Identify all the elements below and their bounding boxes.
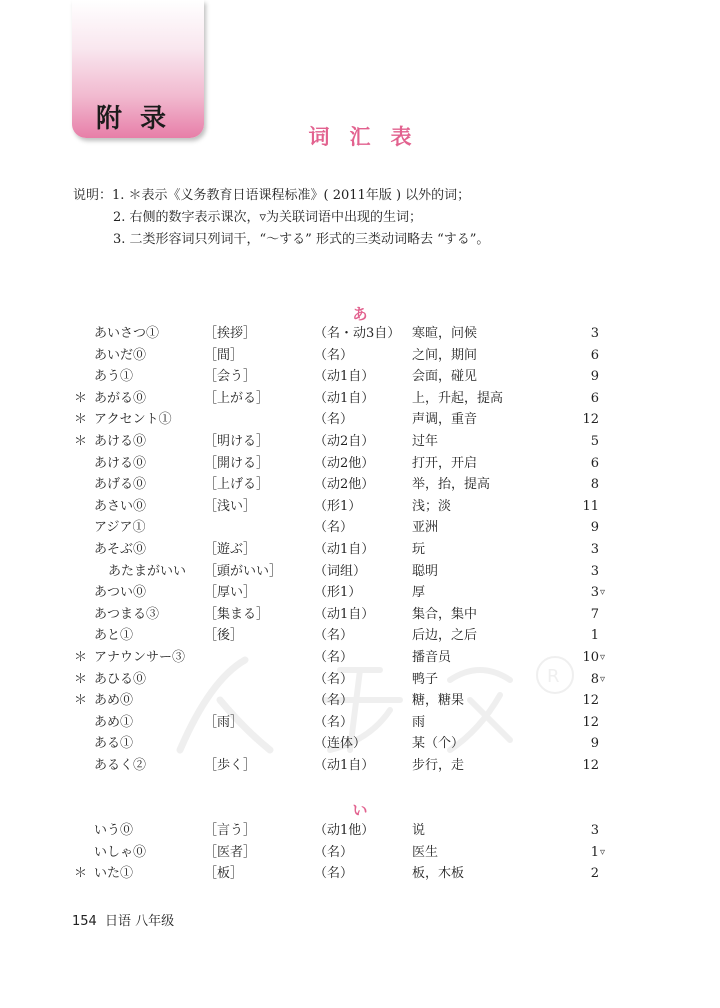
entry-meaning: 厚 <box>412 585 426 601</box>
entry-lesson: 6 <box>590 347 599 363</box>
page-number: 154 <box>72 914 97 929</box>
related-word-marker: ▿ <box>600 673 606 685</box>
entry-kanji: ［後］ <box>204 628 244 644</box>
entry-meaning: 步行，走 <box>412 757 465 773</box>
entry-kanji: ［開ける］ <box>204 455 270 471</box>
entry-lesson: 12 <box>582 693 599 709</box>
entry-word: いう⓪ <box>94 823 134 838</box>
entry-part-of-speech: （名・动3自） <box>314 326 401 341</box>
entry-part-of-speech: （名） <box>314 693 354 709</box>
new-word-marker: ＊ <box>74 671 88 687</box>
entry-meaning: 某（个） <box>412 736 465 752</box>
entry-part-of-speech: （形1） <box>314 498 362 514</box>
entry-meaning: 举，抬，提高 <box>412 477 491 493</box>
entry-word: いた① <box>94 866 134 882</box>
entry-lesson: 9 <box>590 369 599 385</box>
section-heading-i: い <box>352 801 368 819</box>
entry-lesson: 2 <box>590 866 599 882</box>
entry-kanji: ［間］ <box>204 347 244 363</box>
entry-meaning: 寒暄，问候 <box>412 326 478 341</box>
entry-part-of-speech: （动1自） <box>314 541 375 557</box>
entry-meaning: 糖，糖果 <box>412 693 465 709</box>
entry-meaning: 集合，集中 <box>412 606 478 622</box>
entry-word: あさい⓪ <box>94 498 147 514</box>
entry-part-of-speech: （动2他） <box>314 477 375 493</box>
entry-meaning: 后边，之后 <box>412 628 478 644</box>
entry-kanji: ［集まる］ <box>204 606 270 622</box>
entry-word: あたまがいい <box>108 563 187 579</box>
entry-lesson: 6 <box>590 390 599 406</box>
entry-part-of-speech: （名） <box>314 649 354 665</box>
entry-kanji: ［頭がいい］ <box>204 563 283 579</box>
entry-word: あめ⓪ <box>94 693 134 709</box>
appendix-label: 附录 <box>96 104 185 134</box>
entry-kanji: ［雨］ <box>204 714 244 730</box>
entry-kanji: ［挨拶］ <box>204 326 257 341</box>
entry-part-of-speech: （动1他） <box>314 823 375 838</box>
related-word-marker: ▿ <box>600 651 606 663</box>
entry-word: あいさつ① <box>94 326 160 341</box>
entry-lesson: 5 <box>590 433 599 449</box>
entry-word: あう① <box>94 369 134 385</box>
vocab-entry <box>0 820 720 842</box>
vocab-entry <box>0 409 720 431</box>
entry-part-of-speech: （名） <box>314 714 354 730</box>
entry-part-of-speech: （形1） <box>314 585 362 601</box>
entry-word: あいだ⓪ <box>94 347 147 363</box>
svg-text:R: R <box>547 666 560 687</box>
vocab-entry <box>0 474 720 496</box>
entry-meaning: 过年 <box>412 433 439 449</box>
entry-lesson: 8 <box>590 671 599 687</box>
new-word-marker: ＊ <box>74 433 88 449</box>
entry-lesson: 9 <box>590 520 599 536</box>
entry-lesson: 7 <box>590 606 599 622</box>
vocab-entry <box>0 345 720 367</box>
entry-meaning: 亚洲 <box>412 520 439 536</box>
entry-meaning: 玩 <box>412 541 426 557</box>
entry-lesson: 11 <box>582 498 599 514</box>
vocab-entry <box>0 366 720 388</box>
entry-lesson: 10 <box>582 649 599 665</box>
page-title: 词汇表 <box>308 125 432 149</box>
entry-kanji: ［上げる］ <box>204 477 270 493</box>
entry-part-of-speech: （动1自） <box>314 757 375 773</box>
entry-lesson: 9 <box>590 736 599 752</box>
vocab-entry <box>0 517 720 539</box>
vocab-entry <box>0 453 720 475</box>
note-line: 3. 二类形容词只列词干，“～する” 形式的三类动词略去 “する”。 <box>113 232 490 247</box>
entry-lesson: 12 <box>582 714 599 730</box>
entry-word: あそぶ⓪ <box>94 541 147 557</box>
note-line: 说明：1. ＊表示《义务教育日语课程标准》( 2011年版 ) 以外的词； <box>73 188 471 203</box>
entry-part-of-speech: （动2自） <box>314 433 375 449</box>
new-word-marker: ＊ <box>74 649 88 665</box>
vocab-entry <box>0 842 720 864</box>
entry-word: アクセント① <box>94 412 172 428</box>
entry-kanji: ［板］ <box>204 866 244 882</box>
entry-word: あるく② <box>94 757 147 773</box>
entry-kanji: ［上がる］ <box>204 390 270 406</box>
entry-word: アジア① <box>94 520 146 536</box>
entry-lesson: 3 <box>590 823 599 838</box>
entry-part-of-speech: （名） <box>314 347 354 363</box>
vocab-entry <box>0 863 720 885</box>
section-heading-a: あ <box>352 305 368 323</box>
vocab-entry <box>0 496 720 518</box>
entry-meaning: 聪明 <box>412 563 439 579</box>
entry-meaning: 打开，开启 <box>412 455 478 471</box>
note-line: 2. 右侧的数字表示课次，▿为关联词语中出现的生词； <box>113 210 423 225</box>
vocab-entry <box>0 539 720 561</box>
vocab-entry <box>0 582 720 604</box>
entry-lesson: 3 <box>590 563 599 579</box>
entry-part-of-speech: （名） <box>314 412 354 428</box>
entry-lesson: 8 <box>590 477 599 493</box>
entry-part-of-speech: （名） <box>314 671 354 687</box>
entry-kanji: ［会う］ <box>204 369 257 385</box>
entry-word: あつまる③ <box>94 606 160 622</box>
book-title: 日语 八年级 <box>104 914 175 929</box>
entry-meaning: 说 <box>412 823 426 838</box>
entry-word: あがる⓪ <box>94 390 147 406</box>
entry-word: アナウンサー③ <box>94 649 186 665</box>
entry-meaning: 上，升起，提高 <box>412 390 504 406</box>
entry-kanji: ［医者］ <box>204 844 257 860</box>
vocab-entry <box>0 604 720 626</box>
entry-kanji: ［歩く］ <box>204 757 257 773</box>
vocab-entry <box>0 561 720 583</box>
entry-meaning: 播音员 <box>412 649 452 665</box>
entry-lesson: 1 <box>590 628 599 644</box>
new-word-marker: ＊ <box>74 866 88 882</box>
entry-meaning: 板，木板 <box>412 866 465 882</box>
entry-part-of-speech: （名） <box>314 628 354 644</box>
entry-word: あげる⓪ <box>94 477 147 493</box>
entry-meaning: 声调，重音 <box>412 412 478 428</box>
entry-lesson: 12 <box>582 757 599 773</box>
related-word-marker: ▿ <box>600 846 606 858</box>
entry-word: あめ① <box>94 714 134 730</box>
entry-part-of-speech: （动2他） <box>314 455 375 471</box>
new-word-marker: ＊ <box>74 390 88 406</box>
entry-meaning: 医生 <box>412 844 439 860</box>
entry-meaning: 会面，碰见 <box>412 369 478 385</box>
page-footer <box>72 910 174 929</box>
entry-kanji: ［言う］ <box>204 823 257 838</box>
entry-lesson: 1 <box>590 844 599 860</box>
entry-word: あける⓪ <box>94 455 147 471</box>
entry-part-of-speech: （连体） <box>314 736 367 752</box>
related-word-marker: ▿ <box>600 587 606 599</box>
vocab-list-i <box>0 820 720 885</box>
entry-meaning: 雨 <box>412 714 426 730</box>
entry-kanji: ［浅い］ <box>204 498 257 514</box>
new-word-marker: ＊ <box>74 412 88 428</box>
entry-word: あつい⓪ <box>94 585 147 601</box>
entry-lesson: 3 <box>590 541 599 557</box>
entry-word: ある① <box>94 736 134 752</box>
entry-part-of-speech: （词组） <box>314 563 367 579</box>
entry-word: あひる⓪ <box>94 671 147 687</box>
notes-block <box>73 185 489 251</box>
entry-part-of-speech: （名） <box>314 844 354 860</box>
entry-kanji: ［厚い］ <box>204 585 257 601</box>
entry-meaning: 浅；淡 <box>412 498 452 514</box>
entry-part-of-speech: （动1自） <box>314 606 375 622</box>
entry-word: あと① <box>94 628 134 644</box>
entry-meaning: 鸭子 <box>412 671 439 687</box>
entry-kanji: ［遊ぶ］ <box>204 541 257 557</box>
vocab-entry <box>0 431 720 453</box>
entry-word: いしゃ⓪ <box>94 844 147 860</box>
entry-part-of-speech: （名） <box>314 520 354 536</box>
publisher-watermark <box>150 640 590 770</box>
new-word-marker: ＊ <box>74 693 88 709</box>
vocab-entry <box>0 388 720 410</box>
entry-kanji: ［明ける］ <box>204 433 270 449</box>
entry-lesson: 6 <box>590 455 599 471</box>
entry-part-of-speech: （名） <box>314 866 354 882</box>
entry-part-of-speech: （动1自） <box>314 369 375 385</box>
vocab-entry <box>0 323 720 345</box>
entry-meaning: 之间，期间 <box>412 347 478 363</box>
entry-part-of-speech: （动1自） <box>314 390 375 406</box>
entry-word: あける⓪ <box>94 433 147 449</box>
entry-lesson: 3 <box>590 585 599 601</box>
entry-lesson: 12 <box>582 412 599 428</box>
entry-lesson: 3 <box>590 326 599 341</box>
